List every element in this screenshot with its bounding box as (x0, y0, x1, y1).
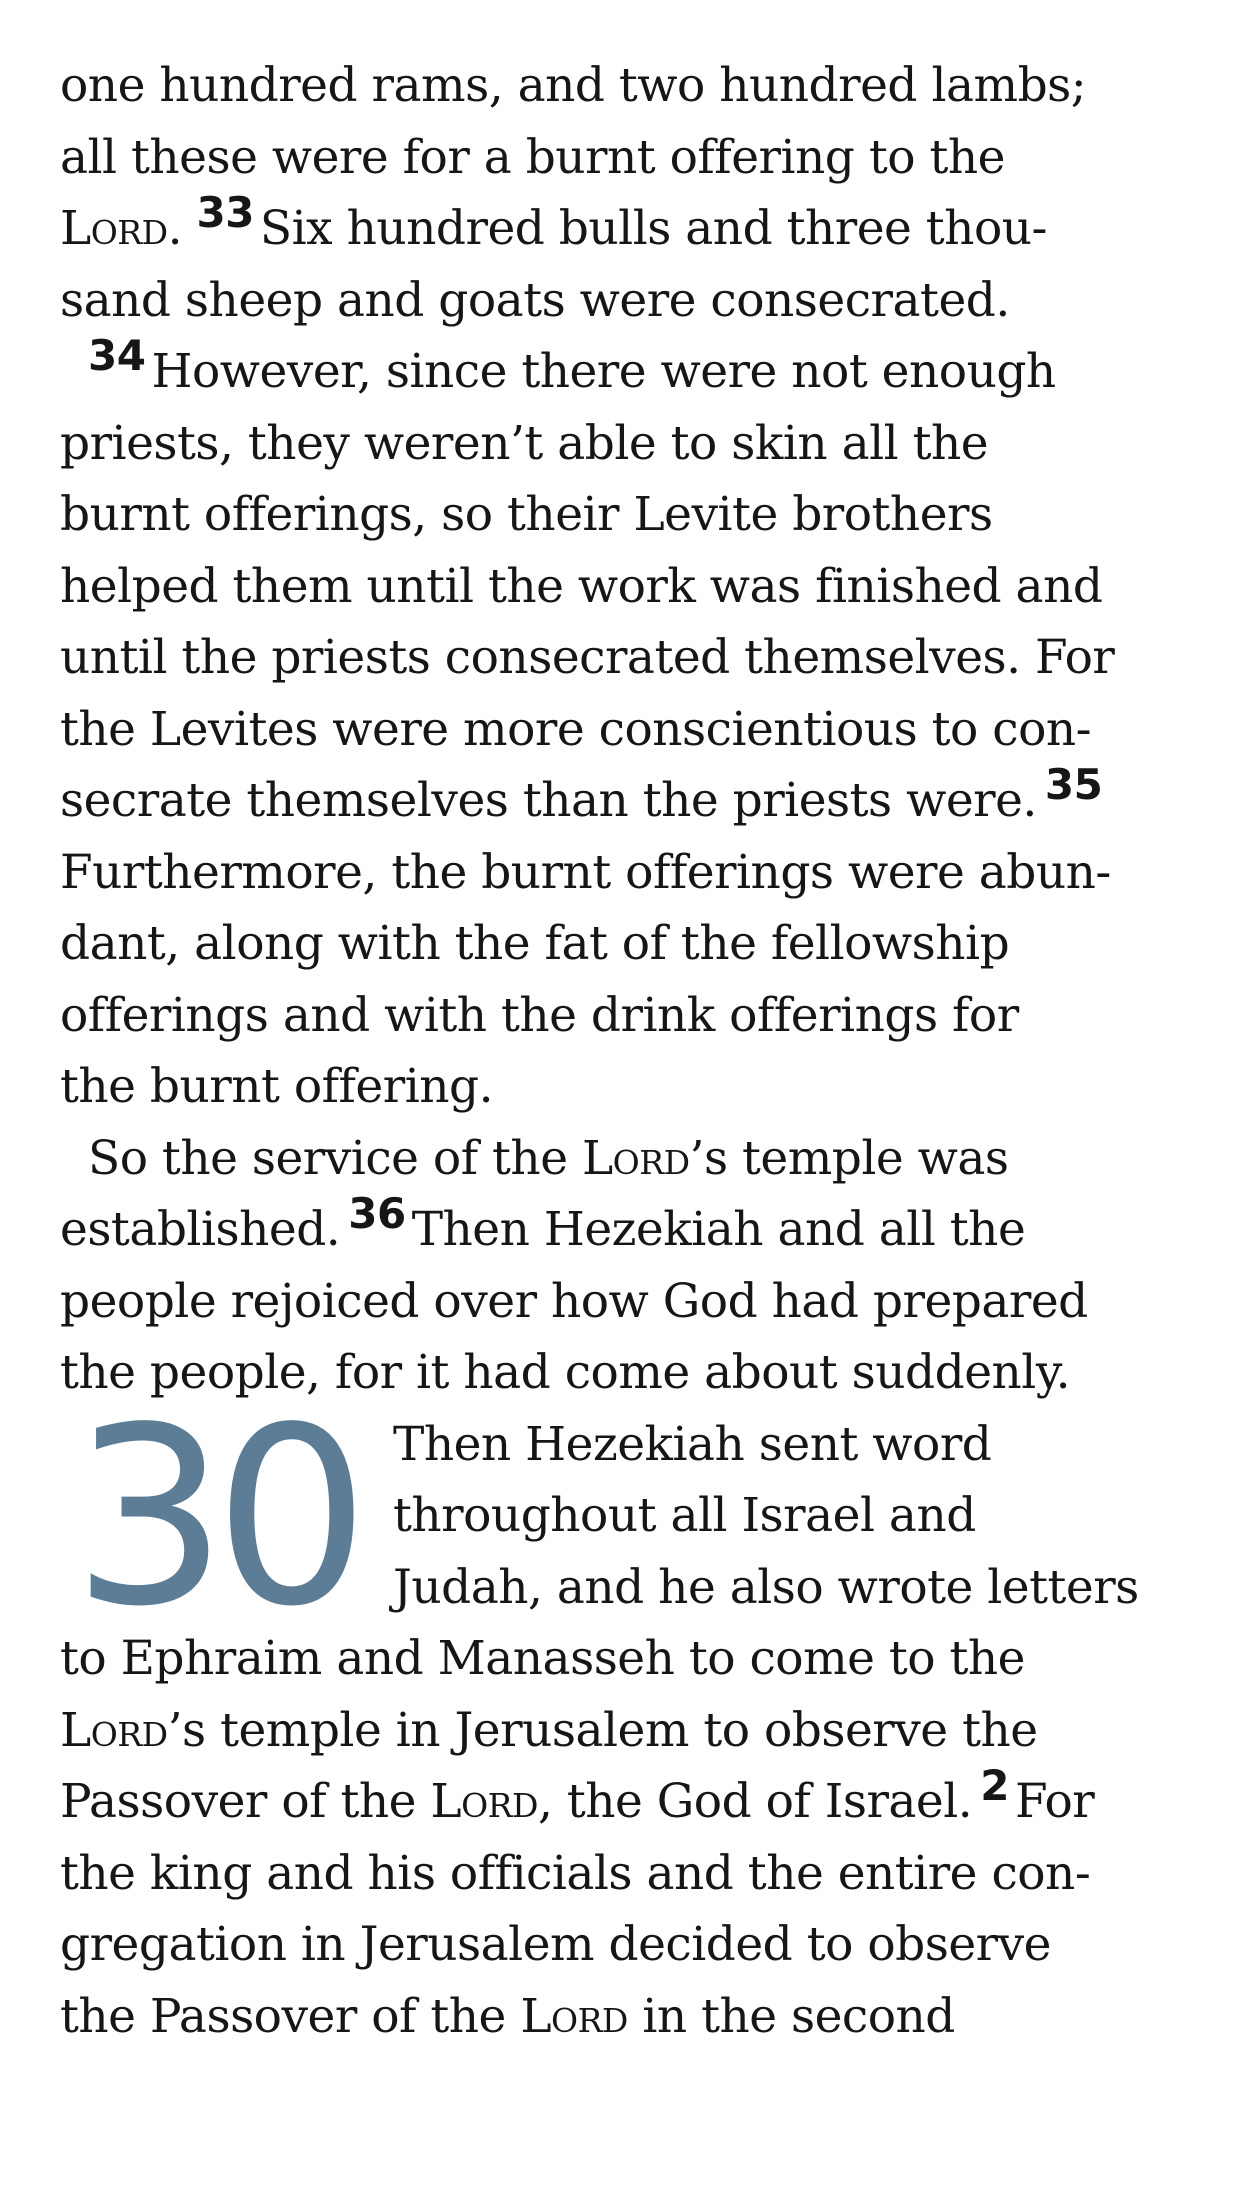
text-line: the people, for it had come about suddenly. (60, 1345, 1071, 1400)
text-line: the Levites were more conscientious to con- (60, 701, 1092, 757)
text-line: burnt offerings, so their Levite brothers (60, 487, 993, 542)
text-line: Lord. 33 Six hundred bulls and three thou- (60, 188, 1047, 256)
text-line: Passover of the Lord, the God of Israel. 2 For (60, 1761, 1095, 1829)
text-line: the Passover of the Lord in the second (60, 1988, 955, 2044)
verse-number-34: 34 (88, 331, 146, 380)
text-line: 34 However, since there were not enough (88, 331, 1056, 399)
paragraph-verses-32-33 (60, 50, 1200, 336)
scripture-page (60, 50, 1200, 2052)
verse-number-36: 36 (348, 1189, 406, 1238)
text-line: gregation in Jerusalem decided to observe (60, 1917, 1051, 1972)
text-line: offerings and with the drink offerings for (60, 987, 1019, 1043)
chapter-30-opening (60, 1374, 1200, 2053)
paragraph-verse-36 (60, 1123, 1200, 1409)
text-line: secrate themselves than the priests were. 35 (60, 760, 1103, 828)
verse-number-33: 33 (196, 188, 254, 237)
text-line: Lord’s temple in Jerusalem to observe the (60, 1702, 1038, 1758)
text-line: helped them until the work was finished and (60, 558, 1103, 614)
text-line: Then Hezekiah sent word (393, 1416, 992, 1472)
text-line: until the priests consecrated themselves. For (60, 630, 1115, 685)
text-line: one hundred rams, and two hundred lambs; (60, 58, 1087, 113)
text-line: Judah, and he also wrote letters (393, 1559, 1139, 1615)
divine-name: Lord (581, 1130, 690, 1186)
text-line: sand sheep and goats were consecrated. (60, 272, 1010, 328)
text-line: all these were for a burnt offering to the (60, 129, 1005, 185)
text-line: throughout all Israel and (393, 1488, 976, 1543)
text-line: the burnt offering. (60, 1059, 494, 1114)
text-line: So the service of the Lord’s temple was (88, 1130, 1009, 1186)
text-line: people rejoiced over how God had prepared (60, 1273, 1088, 1329)
text-line: Furthermore, the burnt offerings were abun- (60, 844, 1111, 900)
text-line: the king and his officials and the entire con- (60, 1845, 1091, 1901)
text-line: established. 36 Then Hezekiah and all the (60, 1189, 1026, 1257)
text-line: dant, along with the fat of the fellowship (60, 916, 1010, 971)
text-line: priests, they weren’t able to skin all the (60, 415, 989, 471)
chapter-number: 30 (72, 1374, 356, 1660)
paragraph-verses-34-35 (60, 331, 1200, 1123)
text-line: to Ephraim and Manasseh to come to the (60, 1631, 1025, 1686)
divine-name: Lord (430, 1774, 538, 1829)
divine-name: Lord (60, 201, 168, 256)
divine-name: Lord (60, 1702, 168, 1758)
verse-number-35: 35 (1044, 760, 1103, 809)
divine-name: Lord (520, 1988, 628, 2044)
verse-number-2: 2 (980, 1761, 1009, 1810)
